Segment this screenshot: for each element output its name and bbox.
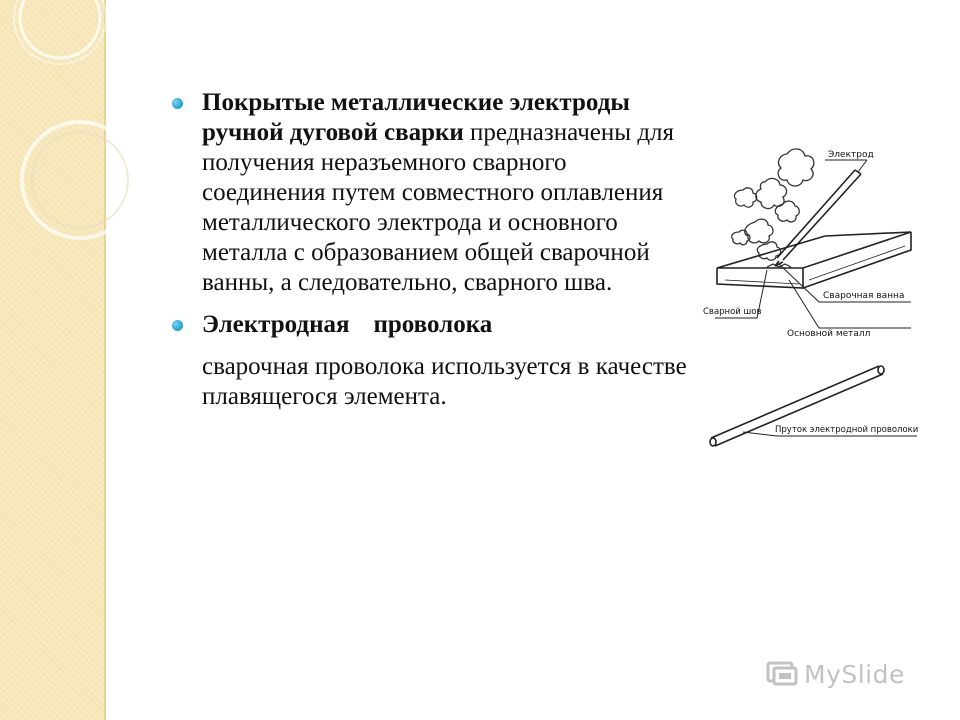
bullet-dot-icon xyxy=(172,98,183,109)
wire-bold-word1: Электродная xyxy=(202,311,350,338)
electrodes-bold-text: Покрытые металлические электроды ручной дуговой сварки xyxy=(202,89,630,146)
watermark-text: MySlide xyxy=(804,659,905,689)
welding-illustration xyxy=(695,140,930,470)
wire-description: сварочная проволока используется в качестве плавящегося элемента. xyxy=(202,353,687,410)
bullet-dot-icon xyxy=(172,320,183,331)
slides-logo-icon xyxy=(766,659,800,689)
label-weld-seam: Сварной шов xyxy=(703,307,762,317)
bullet-wire xyxy=(168,310,688,340)
label-weld-pool: Сварочная ванна xyxy=(823,291,905,301)
electrode-icon xyxy=(775,170,861,266)
label-electrode: Электрод xyxy=(828,150,874,160)
watermark xyxy=(766,654,936,694)
label-base-metal: Основной металл xyxy=(787,329,871,339)
label-wire-rod: Пруток электродной проволоки xyxy=(775,425,919,435)
bullet-electrodes xyxy=(168,88,688,298)
wire-bold-word2: проволока xyxy=(373,311,493,338)
slide-content xyxy=(168,88,688,437)
base-metal-plate-icon xyxy=(717,232,911,288)
decorative-circles-icon xyxy=(0,0,130,300)
electrodes-description: предназначены для получения неразъемного сварного соединения путем совместного оплавления металлического электрода и основного металла с образованием общей сварочной ванны, а следовательно, сварного шва. xyxy=(202,119,675,296)
